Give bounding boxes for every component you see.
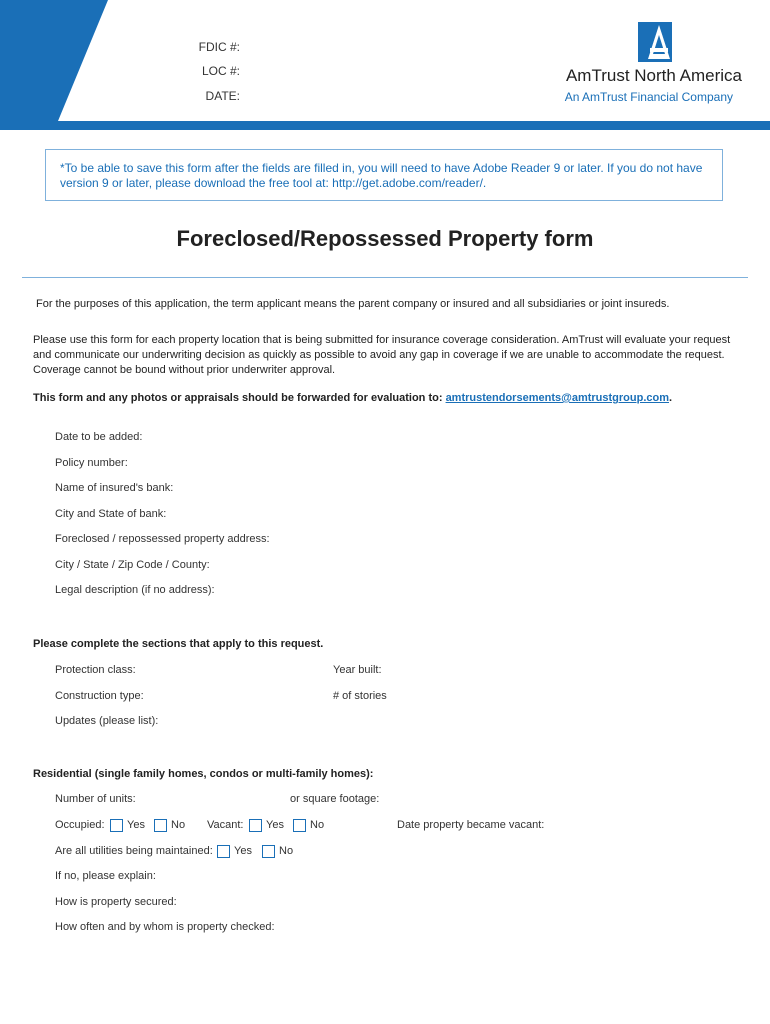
email-link[interactable]: amtrustendorsements@amtrustgroup.com bbox=[445, 392, 669, 404]
utilities-yes-checkbox[interactable] bbox=[217, 845, 230, 858]
page-title: Foreclosed/Repossessed Property form bbox=[176, 226, 594, 251]
utilities-no-label: No bbox=[279, 845, 294, 857]
utilities-label: Are all utilities being maintained: bbox=[55, 845, 213, 857]
brand-name: AmTrust North America bbox=[565, 66, 742, 85]
construction-type-label: Construction type: bbox=[55, 690, 144, 702]
vacant-yes-checkbox[interactable] bbox=[249, 819, 262, 832]
usage-paragraph: Please use this form for each property location that is being submitted for insurance coverage consideration. AmTrust will evaluate your request and communicate our underwriting decision as quickly as possible to avoid any gap in coverage if we are unable to accommodate the request. Coverage cannot be bound without prior underwriter approval. bbox=[33, 334, 731, 376]
occupied-yes-label: Yes bbox=[127, 819, 145, 831]
property-address-label: Foreclosed / repossessed property address: bbox=[55, 533, 270, 545]
forward-text: This form and any photos or appraisals should be forwarded for evaluation to: bbox=[33, 392, 446, 404]
occupied-no-checkbox[interactable] bbox=[154, 819, 167, 832]
date-vacant-label: Date property became vacant: bbox=[397, 819, 545, 831]
forward-end: . bbox=[669, 392, 673, 404]
title-divider bbox=[22, 277, 748, 278]
residential-heading: Residential (single family homes, condos or multi-family homes): bbox=[33, 768, 374, 780]
date-label: DATE: bbox=[205, 89, 240, 103]
bank-name-label: Name of insured's bank: bbox=[55, 482, 174, 494]
occupied-label: Occupied: bbox=[55, 819, 105, 831]
brand-tagline: An AmTrust Financial Company bbox=[564, 90, 733, 104]
checked-label: How often and by whom is property checked: bbox=[55, 921, 275, 933]
vacant-no-checkbox[interactable] bbox=[293, 819, 306, 832]
vacant-yes-label: Yes bbox=[266, 819, 284, 831]
fdic-label: FDIC #: bbox=[198, 40, 240, 54]
city-state-zip-label: City / State / Zip Code / County: bbox=[55, 559, 210, 571]
utilities-no-checkbox[interactable] bbox=[262, 845, 275, 858]
secured-label: How is property secured: bbox=[55, 896, 177, 908]
vacant-no-label: No bbox=[310, 819, 325, 831]
occupied-yes-checkbox[interactable] bbox=[110, 819, 123, 832]
amtrust-logo-icon bbox=[638, 22, 672, 62]
legal-description-label: Legal description (if no address): bbox=[55, 584, 215, 596]
protection-class-label: Protection class: bbox=[55, 664, 136, 676]
sections-heading: Please complete the sections that apply to this request. bbox=[33, 638, 324, 650]
adobe-notice: *To be able to save this form after the fields are filled in, you will need to have Adobe Reader 9 or later. If you do not have version 9 or later, please download the free tool at: http://get.adobe.com/reader/. bbox=[45, 149, 723, 201]
date-added-label: Date to be added: bbox=[55, 431, 143, 443]
square-footage-label: or square footage: bbox=[290, 793, 380, 805]
bank-city-state-label: City and State of bank: bbox=[55, 508, 167, 520]
forward-instruction bbox=[33, 391, 737, 406]
occupied-no-label: No bbox=[171, 819, 186, 831]
loc-label: LOC #: bbox=[201, 64, 240, 78]
vacant-label: Vacant: bbox=[207, 819, 244, 831]
updates-label: Updates (please list): bbox=[55, 715, 159, 727]
stories-label: # of stories bbox=[333, 690, 387, 702]
policy-number-label: Policy number: bbox=[55, 457, 128, 469]
purpose-paragraph: For the purposes of this application, the term applicant means the parent company or insured and all subsidiaries or joint insureds. bbox=[36, 298, 670, 310]
utilities-yes-label: Yes bbox=[234, 845, 252, 857]
header-band bbox=[0, 0, 770, 130]
units-label: Number of units: bbox=[55, 793, 136, 805]
explain-label: If no, please explain: bbox=[55, 870, 156, 882]
year-built-label: Year built: bbox=[333, 664, 382, 676]
